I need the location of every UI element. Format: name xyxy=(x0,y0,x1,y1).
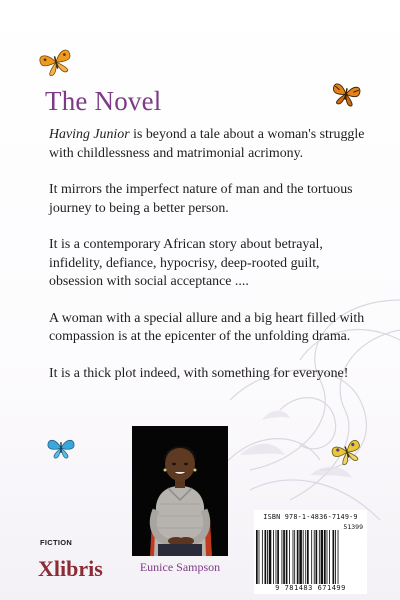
barcode-bar xyxy=(256,530,258,584)
butterfly-icon xyxy=(330,438,364,466)
barcode-bar xyxy=(314,530,315,584)
author-photo xyxy=(132,426,228,556)
barcode-bar xyxy=(265,530,267,584)
author-name: Eunice Sampson xyxy=(139,560,221,574)
barcode-bar xyxy=(286,530,288,584)
barcode-bar xyxy=(289,530,290,584)
barcode-bar xyxy=(267,530,268,584)
author-portrait xyxy=(132,426,228,556)
barcode-bar xyxy=(276,530,277,584)
barcode-bar xyxy=(282,530,283,584)
barcode-bars xyxy=(256,530,365,584)
barcode-bar xyxy=(262,530,263,584)
barcode-bar xyxy=(277,530,279,584)
butterfly-icon xyxy=(38,47,74,77)
butterfly-icon xyxy=(330,80,362,108)
barcode-bar xyxy=(335,530,336,584)
barcode-bar xyxy=(303,530,304,584)
isbn-text: ISBN 978-1-4836-7149-9 xyxy=(263,513,358,521)
barcode-bar xyxy=(329,530,330,584)
blurb-paragraph-3: It is a contemporary African story about betrayal, infidelity, defiance, hypocrisy, deep-rooted guilt, obsession with social acceptance .... xyxy=(49,237,323,289)
barcode-bar xyxy=(259,530,260,584)
barcode-bar xyxy=(319,530,320,584)
barcode-bar xyxy=(297,530,299,584)
blurb-paragraph-5: It is a thick plot indeed, with something for everyone! xyxy=(49,365,349,381)
barcode-bar xyxy=(294,530,295,584)
barcode-bar xyxy=(293,530,294,584)
barcode-bar xyxy=(316,530,318,584)
barcode-number: 9 781483 671499 xyxy=(275,584,346,592)
page-title: The Novel xyxy=(45,86,162,116)
barcode-bar xyxy=(311,530,312,584)
barcode-bar xyxy=(269,530,272,584)
blurb-paragraph-4: A woman with a special allure and a big heart filled with compassion is at the epicenter of the unfolding drama. xyxy=(49,310,365,344)
isbn-barcode-block xyxy=(254,510,367,594)
butterfly-icon xyxy=(46,436,76,460)
barcode-bar xyxy=(299,530,302,584)
barcode-bar xyxy=(333,530,335,584)
blurb xyxy=(49,126,365,401)
barcode-bar xyxy=(307,530,309,584)
blurb-paragraph-1 xyxy=(49,126,365,163)
barcode-bar xyxy=(273,530,274,584)
barcode-bar xyxy=(338,530,339,584)
barcode-bar xyxy=(283,530,285,584)
barcode-bar xyxy=(327,530,328,584)
barcode-bar xyxy=(321,530,324,584)
book-title-italic: Having Junior xyxy=(49,127,130,142)
barcode-bar xyxy=(305,530,306,584)
barcode-bar xyxy=(324,530,326,584)
blurb-paragraph-2: It mirrors the imperfect nature of man and the tortuous journey to being a better person. xyxy=(49,182,353,216)
publisher-logo: Xlibris xyxy=(38,556,103,581)
price-code: 51399 xyxy=(343,523,363,531)
category-label: FICTION xyxy=(40,538,73,547)
blurb-paragraph-1-text: is beyond a tale about a woman's struggle with childlessness and matrimonial acrimony. xyxy=(49,127,365,161)
